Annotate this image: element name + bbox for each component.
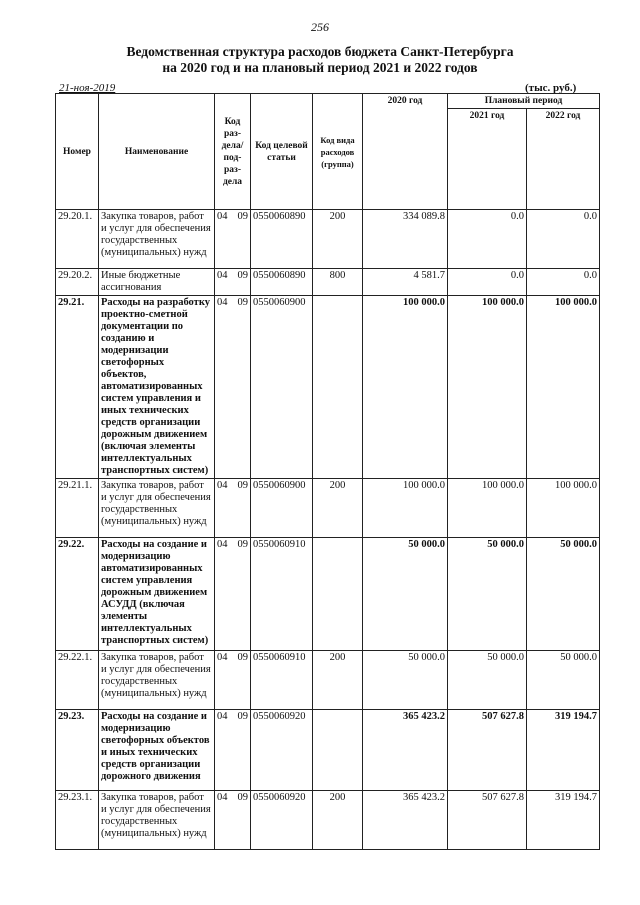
table-row [56,791,600,850]
subsection-code: 09 [237,270,248,281]
header-expense-code: Код вида расходов (группа) [313,94,363,210]
section-code: 04 [217,711,228,722]
row-value-2021: 50 000.0 [448,651,527,710]
subsection-code: 09 [237,480,248,491]
title-line-1: Ведомственная структура расходов бюджета Санкт-Петербурга [126,44,514,59]
table-row [56,296,600,479]
table-row [56,651,600,710]
row-value-2021: 50 000.0 [448,538,527,651]
header-2022: 2022 год [527,109,600,210]
row-value-2021: 100 000.0 [448,479,527,538]
row-name: Закупка товаров, работ и услуг для обеспечения государственных (муниципальных) нужд [99,479,215,538]
subsection-code: 09 [237,792,248,803]
row-value-2021: 100 000.0 [448,296,527,479]
row-number: 29.20.2. [56,269,99,296]
row-number: 29.21.1. [56,479,99,538]
row-value-2022: 100 000.0 [527,296,600,479]
row-value-2020: 334 089.8 [363,210,448,269]
row-expense-code: 200 [313,791,363,850]
row-name: Расходы на создание и модернизацию автоматизированных систем управления дорожным движением АСУДД (включая элементы интеллектуальных транспортных систем) [99,538,215,651]
row-name: Закупка товаров, работ и услуг для обеспечения государственных (муниципальных) нужд [99,651,215,710]
table-row [56,269,600,296]
row-value-2020: 100 000.0 [363,296,448,479]
subsection-code: 09 [237,211,248,222]
section-code: 04 [217,211,228,222]
header-target-code: Код целевой статьи [251,94,313,210]
header-2021: 2021 год [448,109,527,210]
row-section-code [215,791,251,850]
row-value-2022: 50 000.0 [527,538,600,651]
row-target-code: 0550060910 [251,651,313,710]
row-value-2020: 50 000.0 [363,651,448,710]
row-section-code [215,269,251,296]
row-expense-code: 200 [313,479,363,538]
row-target-code: 0550060900 [251,296,313,479]
row-expense-code: 200 [313,651,363,710]
table-body [56,210,600,850]
section-code: 04 [217,539,228,550]
table-row [56,538,600,651]
row-number: 29.21. [56,296,99,479]
row-expense-code [313,710,363,791]
row-value-2022: 0.0 [527,210,600,269]
row-value-2020: 365 423.2 [363,710,448,791]
row-value-2020: 4 581.7 [363,269,448,296]
row-section-code [215,210,251,269]
row-value-2020: 50 000.0 [363,538,448,651]
row-value-2022: 319 194.7 [527,710,600,791]
row-target-code: 0550060890 [251,210,313,269]
row-value-2022: 100 000.0 [527,479,600,538]
row-value-2021: 507 627.8 [448,791,527,850]
section-code: 04 [217,480,228,491]
row-value-2021: 0.0 [448,269,527,296]
subsection-code: 09 [237,711,248,722]
row-target-code: 0550060910 [251,538,313,651]
section-code: 04 [217,270,228,281]
row-section-code [215,296,251,479]
budget-table [55,93,600,850]
page-number: 256 [311,20,329,34]
table-row [56,710,600,791]
row-value-2020: 365 423.2 [363,791,448,850]
title-line-2: на 2020 год и на плановый период 2021 и 2022 годов [162,60,478,75]
section-code: 04 [217,297,228,308]
row-value-2021: 507 627.8 [448,710,527,791]
row-value-2022: 319 194.7 [527,791,600,850]
row-name: Закупка товаров, работ и услуг для обеспечения государственных (муниципальных) нужд [99,791,215,850]
row-name: Иные бюджетные ассигнования [99,269,215,296]
row-value-2021: 0.0 [448,210,527,269]
row-target-code: 0550060920 [251,710,313,791]
row-number: 29.22. [56,538,99,651]
section-code: 04 [217,792,228,803]
row-section-code [215,538,251,651]
table-row [56,210,600,269]
row-name: Расходы на разработку проектно-сметной документации по созданию и модернизации светофорных объектов, автоматизированных систем управления и иных технических средств организации дорожным движением (включая элементы интеллектуальных транспортных систем) [99,296,215,479]
row-section-code [215,651,251,710]
row-target-code: 0550060890 [251,269,313,296]
row-value-2022: 0.0 [527,269,600,296]
row-number: 29.20.1. [56,210,99,269]
row-number: 29.23.1. [56,791,99,850]
section-code: 04 [217,652,228,663]
row-value-2022: 50 000.0 [527,651,600,710]
row-expense-code [313,538,363,651]
header-number: Номер [56,94,99,210]
header-name: Наименование [99,94,215,210]
row-section-code [215,479,251,538]
row-target-code: 0550060900 [251,479,313,538]
row-target-code: 0550060920 [251,791,313,850]
header-planned-period: Плановый период [448,94,600,109]
row-section-code [215,710,251,791]
row-name: Расходы на создание и модернизацию светофорных объектов и иных технических средств организации дорожного движения [99,710,215,791]
row-value-2020: 100 000.0 [363,479,448,538]
row-expense-code [313,296,363,479]
row-expense-code: 200 [313,210,363,269]
subsection-code: 09 [237,297,248,308]
table-row [56,479,600,538]
header-section-code: Код раз-дела/ под-раз-дела [215,94,251,210]
subsection-code: 09 [237,539,248,550]
document-title [0,44,640,76]
row-name: Закупка товаров, работ и услуг для обеспечения государственных (муниципальных) нужд [99,210,215,269]
document-date: 21-ноя-2019 [59,82,116,94]
row-expense-code: 800 [313,269,363,296]
units-label: (тыс. руб.) [525,82,577,94]
subsection-code: 09 [237,652,248,663]
row-number: 29.23. [56,710,99,791]
header-2020: 2020 год [363,94,448,210]
row-number: 29.22.1. [56,651,99,710]
